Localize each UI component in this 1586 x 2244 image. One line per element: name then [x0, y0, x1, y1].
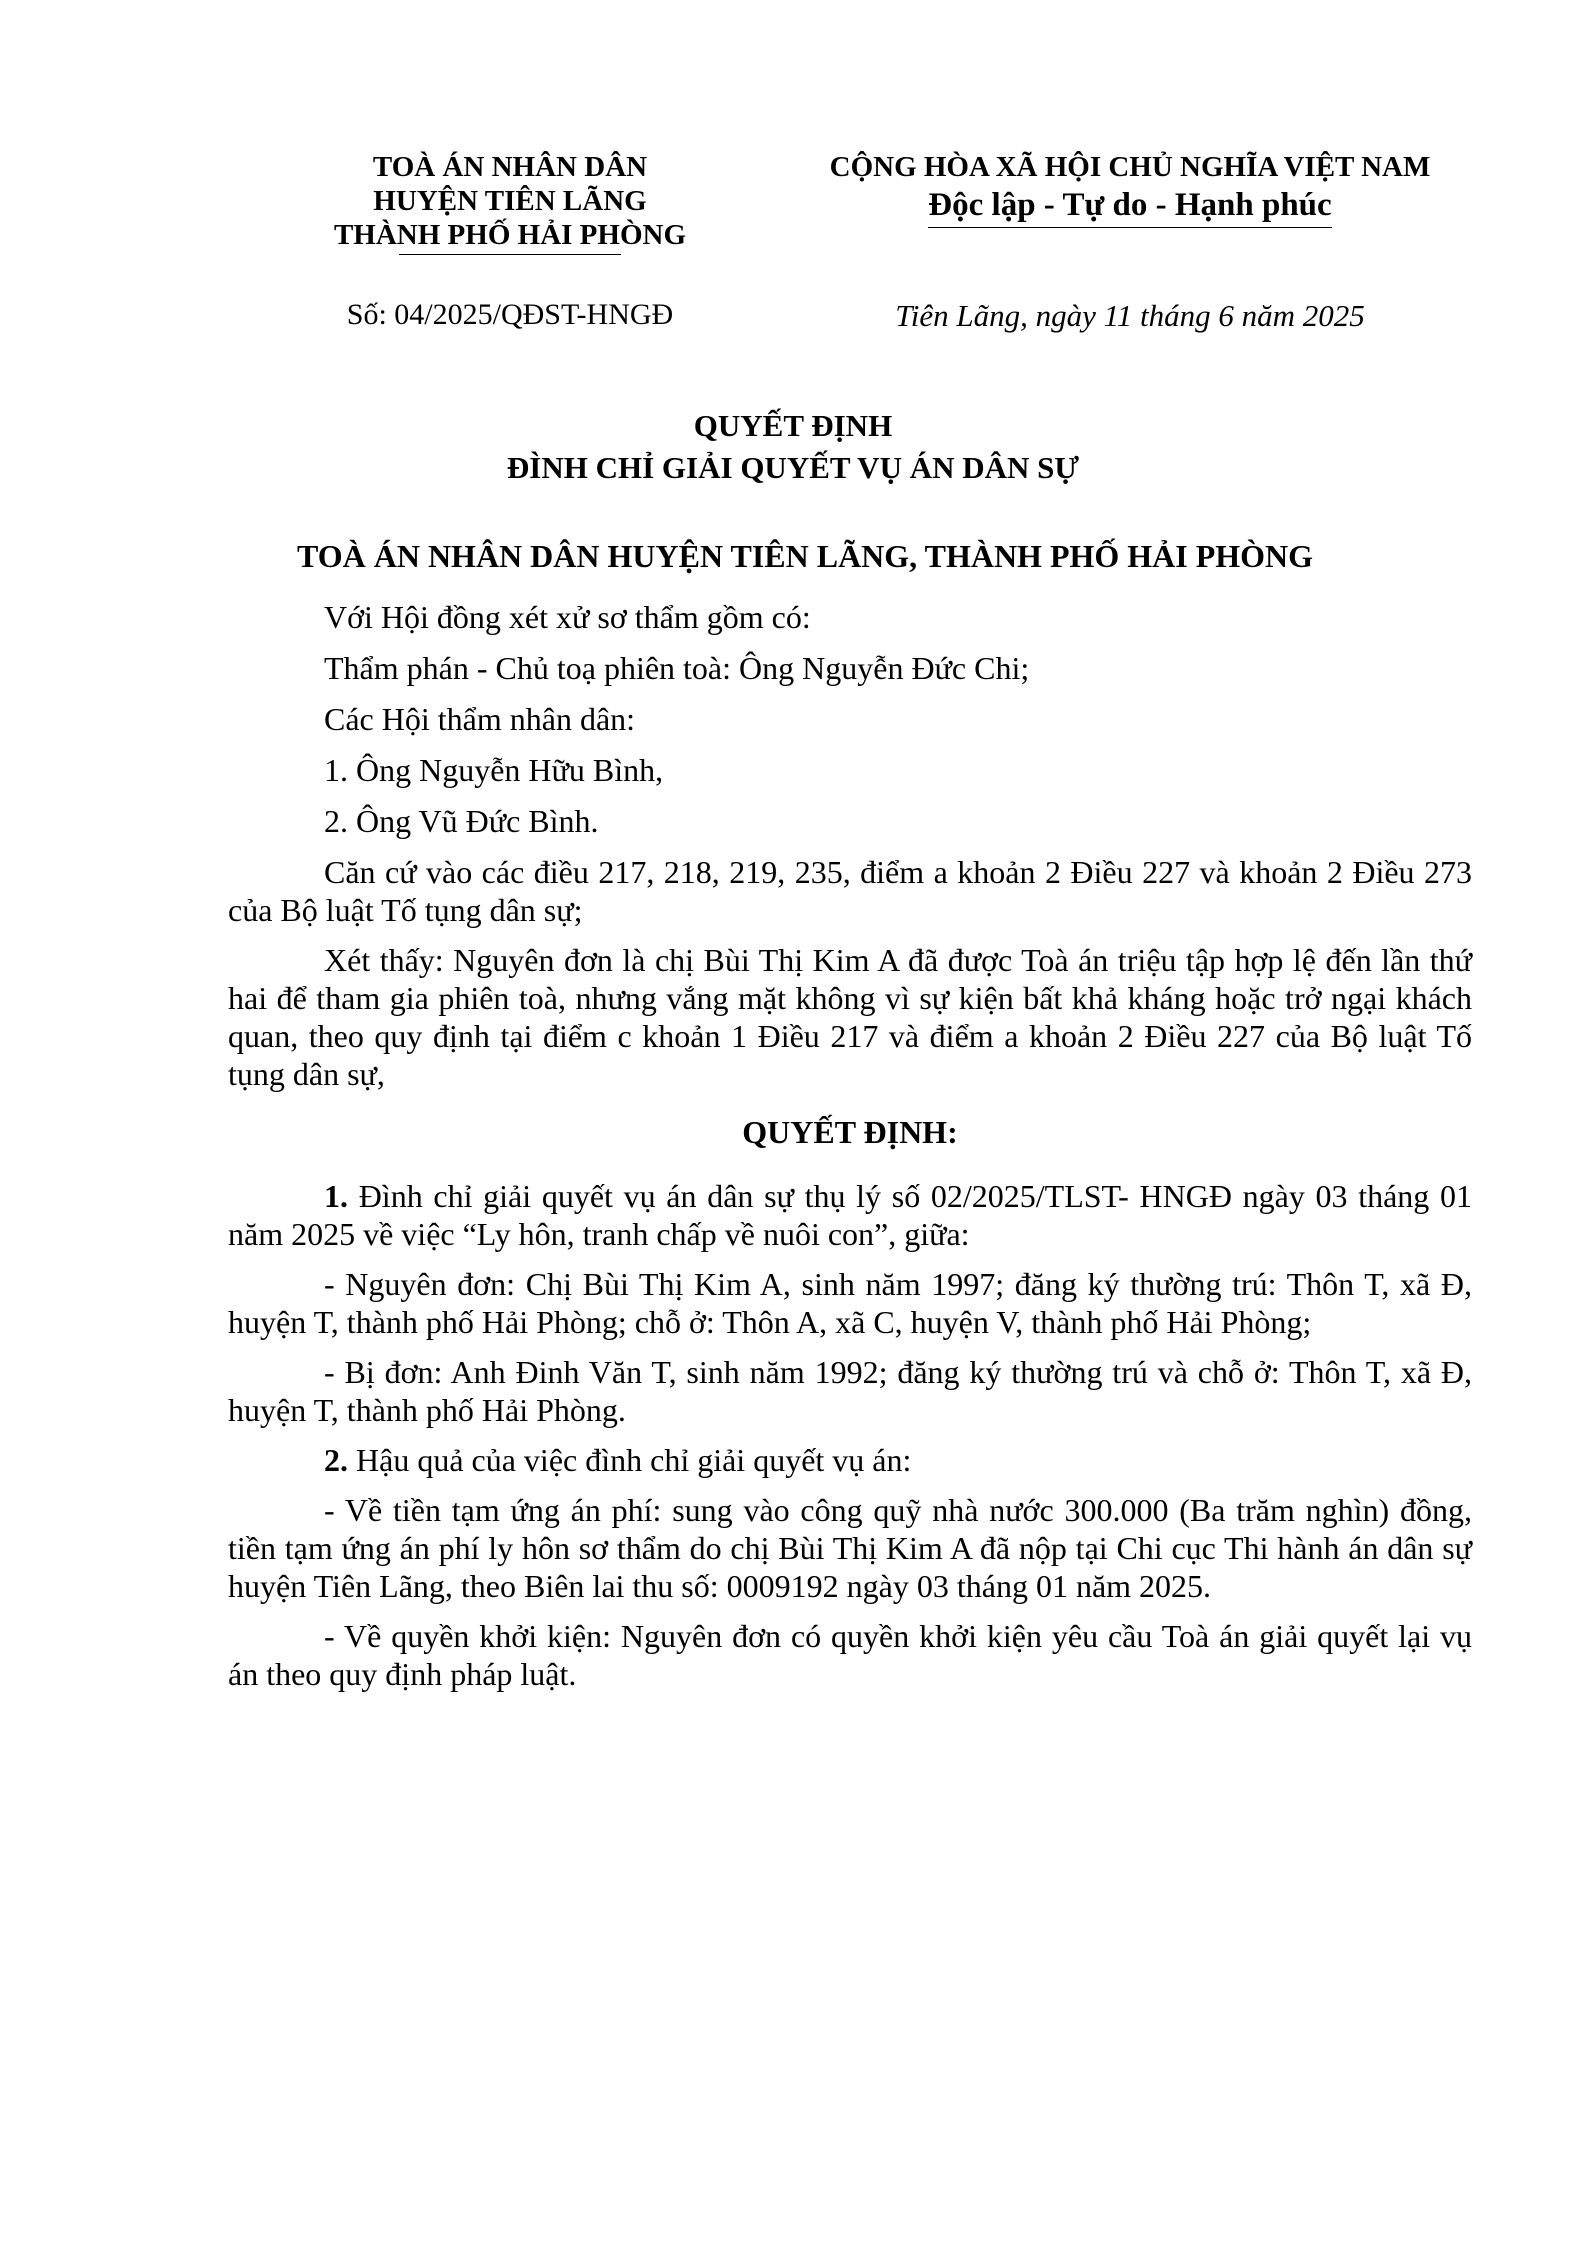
national-motto: Độc lập - Tự do - Hạnh phúc	[928, 184, 1331, 228]
considering: Xét thấy: Nguyên đơn là chị Bùi Thị Kim A đã được Toà án triệu tập hợp lệ đến lần thứ hai để tham gia phiên toà, nhưng vắng mặt không vì sự kiện bất khả kháng hoặc trở ngại khách quan, theo quy định tại điểm c khoản 1 Điều 217 và điểm a khoản 2 Điều 227 của Bộ luật Tố tụng dân sự,	[228, 942, 1472, 1092]
decision-item-2-text: Hậu quả của việc đình chỉ giải quyết vụ án:	[348, 1442, 912, 1478]
decision-item-1-number: 1.	[324, 1178, 348, 1214]
panel-assessor-2: 2. Ông Vũ Đức Bình.	[324, 803, 599, 839]
court-header-line2: HUYỆN TIÊN LÃNG	[373, 185, 647, 217]
legal-basis: Căn cứ vào các điều 217, 218, 219, 235, điểm a khoản 2 Điều 227 và khoản 2 Điều 273 của Bộ luật Tố tụng dân sự;	[228, 854, 1472, 928]
decision-item-2-number: 2.	[324, 1442, 348, 1478]
court-header-line3: THÀNH PHỐ HẢI PHÒNG	[333, 219, 687, 251]
court-header-underline	[399, 254, 621, 255]
panel-assessor-1: 1. Ông Nguyễn Hữu Bình,	[324, 752, 664, 788]
court-name: TOÀ ÁN NHÂN DÂN HUYỆN TIÊN LÃNG, THÀNH PHỐ HẢI PHÒNG	[296, 538, 1314, 574]
panel-intro: Với Hội đồng xét xử sơ thẩm gồm có:	[324, 599, 811, 635]
decision-item-1-text: Đình chỉ giải quyết vụ án dân sự thụ lý số 02/2025/TLST- HNGĐ ngày 03 tháng 01 năm 2025 về việc “Ly hôn, tranh chấp về nuôi con”, giữa:	[228, 1178, 1472, 1252]
lawsuit-right: - Về quyền khởi kiện: Nguyên đơn có quyền khởi kiện yêu cầu Toà án giải quyết lại vụ án theo quy định pháp luật.	[228, 1618, 1472, 1692]
court-header	[290, 150, 730, 255]
defendant-info: - Bị đơn: Anh Đinh Văn T, sinh năm 1992; đăng ký thường trú và chỗ ở: Thôn T, xã Đ, huyện T, thành phố Hải Phòng.	[228, 1354, 1472, 1428]
document-number: Số: 04/2025/QĐST-HNGĐ	[346, 298, 674, 331]
document-title-line2: ĐÌNH CHỈ GIẢI QUYẾT VỤ ÁN DÂN SỰ	[506, 450, 1080, 485]
plaintiff-info: - Nguyên đơn: Chị Bùi Thị Kim A, sinh năm 1997; đăng ký thường trú: Thôn T, xã Đ, huyện T, thành phố Hải Phòng; chỗ ở: Thôn A, xã C, huyện V, thành phố Hải Phòng;	[228, 1266, 1472, 1340]
decision-item-1	[228, 1177, 1472, 1253]
document-body	[228, 598, 1472, 1705]
panel-assessors-label: Các Hội thẩm nhân dân:	[324, 701, 636, 737]
court-fee: - Về tiền tạm ứng án phí: sung vào công quỹ nhà nước 300.000 (Ba trăm nghìn) đồng, tiền tạm ứng án phí ly hôn sơ thẩm do chị Bùi Thị Kim A đã nộp tại Chi cục Thi hành án dân sự huyện Tiên Lãng, theo Biên lai thu số: 0009192 ngày 03 tháng 01 năm 2025.	[228, 1492, 1472, 1604]
panel-judge: Thẩm phán - Chủ toạ phiên toà: Ông Nguyễn Đức Chi;	[324, 650, 1030, 686]
decision-item-2	[228, 1441, 1472, 1479]
document-title-line1: QUYẾT ĐỊNH	[693, 408, 893, 443]
place-date: Tiên Lãng, ngày 11 tháng 6 năm 2025	[895, 298, 1365, 333]
national-header	[780, 150, 1480, 228]
decision-heading: QUYẾT ĐỊNH:	[742, 1114, 958, 1150]
document-title	[0, 405, 1586, 489]
national-title: CỘNG HÒA XÃ HỘI CHỦ NGHĨA VIỆT NAM	[829, 151, 1431, 183]
court-header-line1: TOÀ ÁN NHÂN DÂN	[372, 151, 648, 183]
